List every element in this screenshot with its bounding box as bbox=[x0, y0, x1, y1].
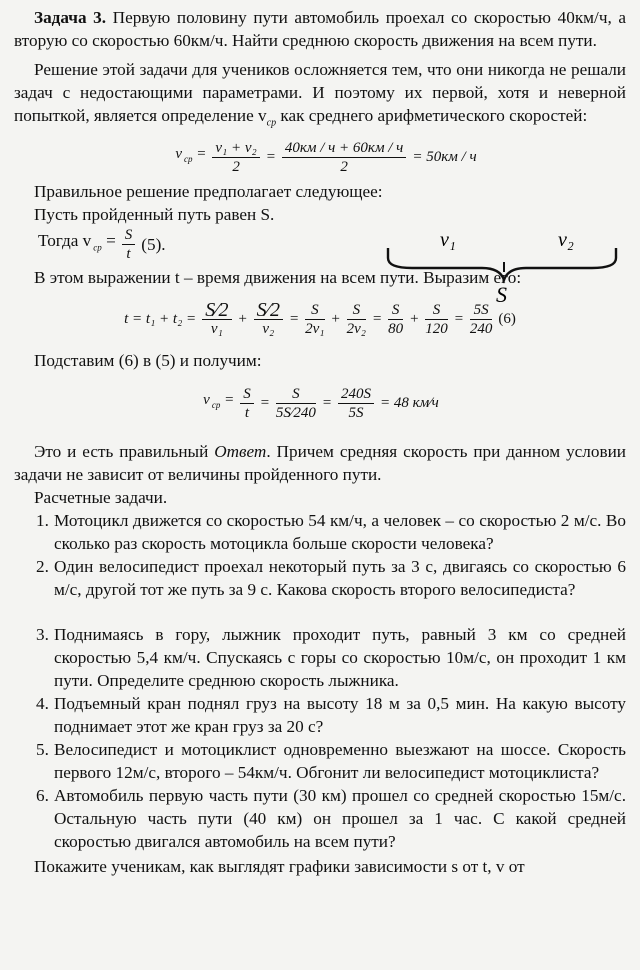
f7-lhs-sub: ср bbox=[211, 400, 221, 411]
answer-paragraph bbox=[14, 440, 626, 486]
list-item bbox=[14, 555, 626, 601]
list-item bbox=[14, 692, 626, 738]
path-line: Пусть пройденный путь равен S. bbox=[34, 205, 275, 225]
list-item bbox=[14, 623, 626, 692]
problem-number: 4. bbox=[36, 694, 49, 714]
f1-lhs: v bbox=[175, 146, 183, 163]
list-item bbox=[14, 738, 626, 784]
paragraph-misconception bbox=[14, 58, 626, 134]
problem-list bbox=[14, 509, 626, 853]
f7-c: $\frac{240S}{5S}$ bbox=[336, 385, 376, 422]
f7-a: $\frac{S}{t}$ bbox=[238, 385, 256, 422]
substitute-line: Подставим (6) в (5) и получим: bbox=[34, 351, 262, 371]
list-gap bbox=[14, 601, 626, 623]
then-sub: ср bbox=[93, 242, 102, 253]
f6-e: $\frac{S}{80}$ bbox=[388, 301, 404, 337]
task-label: Задача 3. bbox=[34, 8, 107, 27]
problem-text: Велосипедист и мотоциклист одновременно выезжают на шоссе. Скорость первого 12м/с, второго – 54км/ч. Обгонит ли велосипедист мотоциклиста? bbox=[54, 740, 626, 783]
diagram-s-label: S bbox=[496, 282, 507, 307]
f6-g: $\frac{5S}{240}$ bbox=[469, 301, 493, 337]
problem-text: Мотоцикл движется со скоростью 54 км/ч, а человек – со скоростью 2 м/с. Во сколько раз скорость мотоцикла больше скорости человека? bbox=[54, 511, 626, 554]
para1-text: Решение этой задачи для учеников осложняется тем, что они никогда не решали задач с недостающими параметрами. И поэтому их первой, хотя и неверной попыткой, является определение v bbox=[14, 60, 626, 125]
task-3-statement bbox=[14, 6, 626, 52]
formula-6: t = t₁ + t₂ = $\frac{S⁄2}{\text{v₁}}$ + $\frac{S⁄2}{\text{v₂}}$ = $\frac{S}{\text{2v₁}}$ + $\frac{S}{\text{2v₂}}$ = $\frac{S}{80}$ + $\frac{S}{120}$ = $\frac{5S}{240}$ (6) bbox=[124, 298, 516, 337]
f7-lhs: v bbox=[203, 392, 210, 409]
then-frac: $\frac{S}{t}$ bbox=[120, 226, 138, 263]
answer-a: Это и есть правильный bbox=[34, 442, 215, 462]
f6-b: $\frac{S⁄2}{\text{v₂}}$ bbox=[252, 301, 285, 338]
list-item bbox=[14, 509, 626, 555]
task-text: Первую половину пути автомобиль проехал со скоростью 40км/ч, а вторую со скоростью 60км/ч. Найти среднюю скорость движения на всем пути. bbox=[14, 8, 626, 50]
problem-text: Автомобиль первую часть пути (30 км) прошел со средней скоростью 15м/с. Остальную часть пути (40 км) он прошел за 1 час. С какой средней скоростью двигался автомобиль на всем пути? bbox=[54, 786, 626, 852]
f1-frac-b: $\frac{40км / ч + 60км / ч}{2}$ bbox=[280, 139, 408, 176]
formula-7: v $_{ср}$ = $\frac{S}{t}$ = $\frac{S}{5S⁄240}$ = $\frac{240S}{5S}$ = 48 км⁄ч bbox=[203, 385, 439, 421]
problem-number: 1. bbox=[36, 511, 49, 531]
diagram-v2-label: v₂ bbox=[558, 229, 574, 251]
formula-5: Тогда v $_{ср}$ = $\frac{S}{t}$ (5). bbox=[38, 226, 166, 262]
para1-end: как среднего арифметического скоростей: bbox=[276, 106, 588, 125]
problem-number: 3. bbox=[36, 625, 49, 645]
f6-f: $\frac{S}{120}$ bbox=[425, 301, 448, 337]
problem-text: Один велосипедист проехал некоторый путь за 3 с, двигаясь со скоростью 6 м/с, другой тот же путь за 9 с. Какова скорость второго велосипедиста? bbox=[54, 557, 626, 600]
f6-lhs: t = t₁ + t₂ = bbox=[124, 310, 197, 327]
correct-intro: Правильное решение предполагает следующее: bbox=[34, 182, 383, 202]
expr-intro: В этом выражении t – время движения на всем пути. Выразим его: bbox=[34, 268, 522, 288]
calc-title: Расчетные задачи. bbox=[34, 488, 168, 508]
formula-arithmetic-mean: v $_{ср}$ = $\frac{\text{v₁ + v₂}}{2}$ = $\frac{40км / ч + 60км / ч}{2}$ = 50км / ч bbox=[175, 139, 477, 175]
list-item bbox=[14, 784, 626, 853]
para1-sub: ср bbox=[266, 117, 277, 129]
then-ref: (5). bbox=[141, 234, 166, 254]
f1-result: = 50км / ч bbox=[412, 148, 477, 165]
f1-frac-a: $\frac{\text{v₁ + v₂}}{2}$ bbox=[210, 139, 261, 176]
f1-lhs-sub: ср bbox=[184, 154, 193, 165]
f6-d: $\frac{S}{\text{2v₂}}$ bbox=[346, 301, 366, 337]
problem-number: 2. bbox=[36, 557, 49, 577]
f6-c: $\frac{S}{\text{2v₁}}$ bbox=[305, 301, 325, 337]
last-line: Покажите ученикам, как выглядят графики зависимости s от t, v от bbox=[34, 857, 525, 877]
brace bbox=[388, 248, 616, 280]
f6-ref: (6) bbox=[498, 310, 516, 327]
problem-number: 6. bbox=[36, 786, 49, 806]
answer-word: Ответ bbox=[214, 442, 267, 462]
answer-b: . Причем средняя скорость при данном условии задачи не зависит от величины пройденного пути. bbox=[14, 442, 626, 485]
f6-a: $\frac{S⁄2}{\text{v₁}}$ bbox=[200, 301, 233, 338]
then-label: Тогда v bbox=[38, 231, 92, 251]
f7-b: $\frac{S}{5S⁄240}$ bbox=[275, 385, 316, 421]
diagram-v1-label: v₁ bbox=[440, 229, 456, 251]
problem-text: Подъемный кран поднял груз на высоту 18 м за 0,5 мин. На какую высоту поднимает этот же кран груз за 20 с? bbox=[54, 694, 626, 737]
f7-result: = 48 км⁄ч bbox=[379, 394, 439, 411]
problem-number: 5. bbox=[36, 740, 49, 760]
problem-text: Поднимаясь в гору, лыжник проходит путь, равный 3 км со средней скоростью 5,4 км/ч. Спускаясь с горы со скоростью 10м/с, он проходит 1 км пути. Определите среднюю скорость лыжника. bbox=[54, 625, 626, 691]
document-page bbox=[14, 6, 626, 878]
